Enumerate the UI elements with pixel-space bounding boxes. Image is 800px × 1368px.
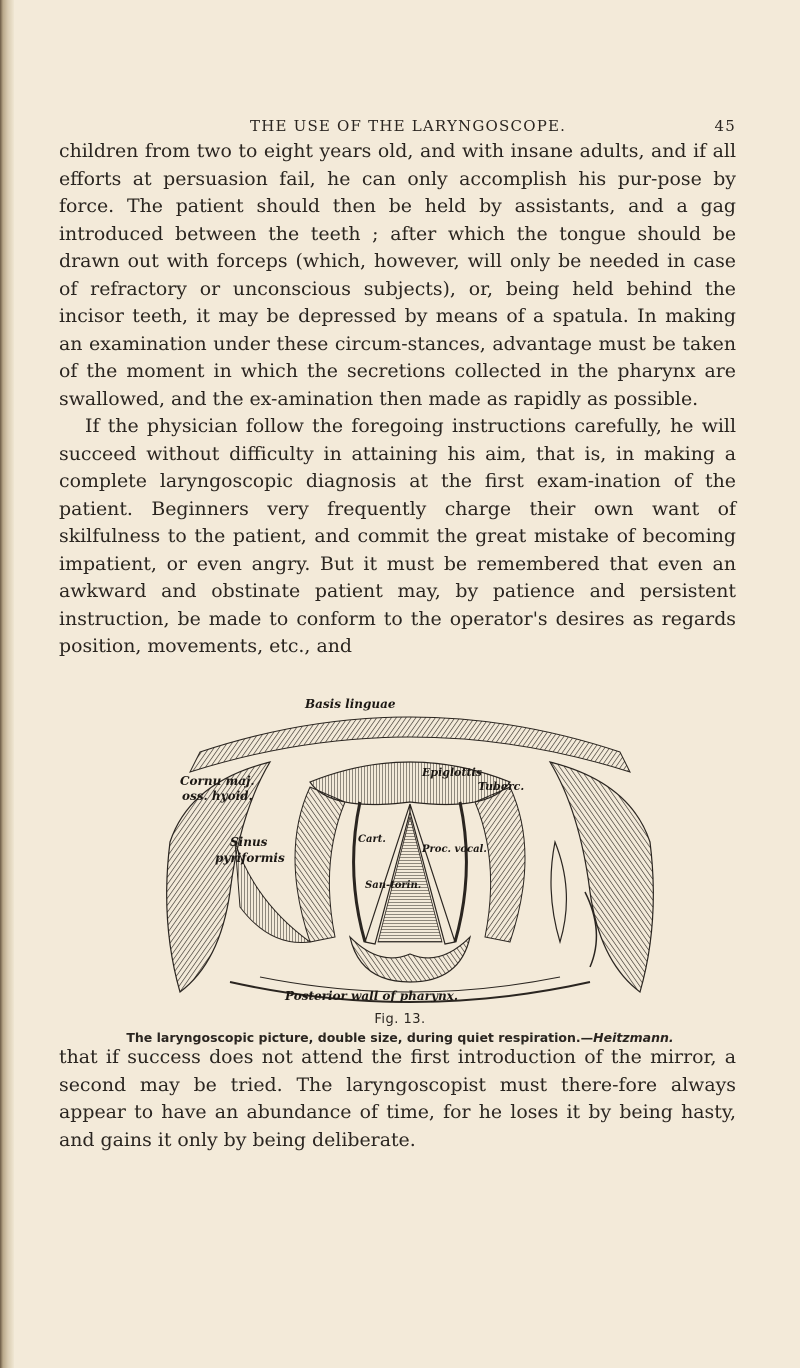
- label-basis-linguae: Basis linguae: [305, 697, 396, 711]
- label-tuberc: Tuberc.: [478, 780, 525, 793]
- caption-text: The laryngoscopic picture, double size, during quiet respiration.—: [126, 1030, 594, 1045]
- page-number: 45: [714, 117, 736, 135]
- page-binding-edge: [0, 0, 14, 1368]
- label-san-torin: San-torin.: [365, 880, 422, 891]
- paragraph: children from two to eight years old, and with insane adults, and if all efforts at persuasion fail, he can only accomplish his pur-pose by force. The patient should then be held by assistants, and a gag introduced between the teeth ; after which the tongue should be drawn out with forceps (which, however, will only be needed in case of refractory or unconscious subjects), or, being held behind the incisor teeth, it may be depressed by means of a spatula. In making an examination under these circum-stances, advantage must be taken of the moment in which the secretions collected in the pharynx are swallowed, and the ex-amination then made as rapidly as possible.: [59, 140, 736, 410]
- label-oss-hyoid: oss. hyoid.: [182, 789, 253, 803]
- figure-caption: [0, 1030, 800, 1045]
- label-pyriformis: pyriformis: [215, 851, 285, 865]
- label-sinus: Sinus: [230, 835, 268, 849]
- caption-credit: Heitzmann.: [593, 1030, 674, 1045]
- running-title: THE USE OF THE LARYNGOSCOPE.: [250, 117, 567, 135]
- paragraph: If the physician follow the foregoing instructions carefully, he will succeed without difficulty in attaining his aim, that is, in making a complete laryngoscopic diagnosis at the first exam-ination of the patient. Beginners very frequently charge their own want of skilfulness to the patient, and commit the great mistake of becoming impatient, or even angry. But it must be remembered that even an awkward and obstinate patient may, by patience and persistent instruction, be made to conform to the operator's desires as regards position, movements, etc., and: [59, 415, 736, 657]
- text-after-figure: [59, 1044, 736, 1154]
- label-proc-vocal: Proc. vocal.: [422, 844, 487, 855]
- larynx-illustration: [160, 692, 660, 1010]
- label-cornu-maj: Cornu maj.: [180, 774, 255, 788]
- label-cart: Cart.: [358, 834, 386, 845]
- laryngoscopic-figure: [160, 692, 660, 1010]
- text-before-figure: [59, 138, 736, 661]
- label-epiglottis: Epiglottis: [422, 766, 482, 779]
- figure-number: Fig. 13.: [374, 1012, 426, 1027]
- paragraph: that if success does not attend the first introduction of the mirror, a second may be tried. The laryngoscopist must there-fore always appear to have an abundance of time, for he loses it by being hasty, and gains it only by being deliberate.: [59, 1046, 736, 1151]
- label-posterior-wall: Posterior wall of pharynx.: [285, 989, 459, 1003]
